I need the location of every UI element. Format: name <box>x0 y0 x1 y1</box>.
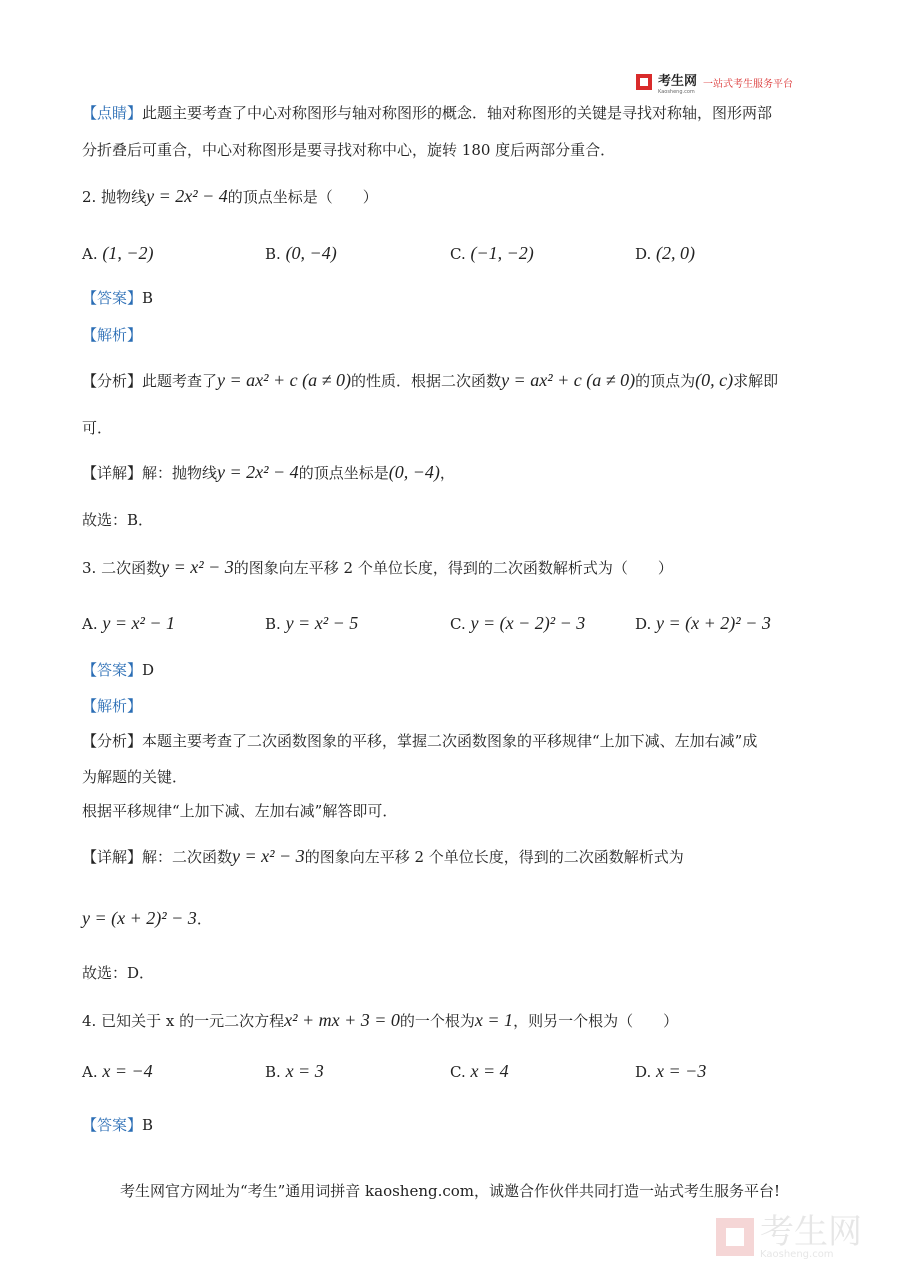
text-segment: B. <box>265 1063 286 1081</box>
text-segment: 求解即 <box>733 372 779 390</box>
text-line <box>450 243 534 264</box>
text-line <box>82 288 153 308</box>
math-expression: x = 4 <box>470 1061 509 1081</box>
text-segment: 的顶点坐标是（ ） <box>227 188 378 206</box>
text-segment: A. <box>82 245 103 263</box>
logo-text <box>658 70 697 95</box>
text-line <box>635 1061 706 1082</box>
math-expression: y = ax² + c (a ≠ 0) <box>501 370 636 390</box>
math-expression: y = (x − 2)² − 3 <box>470 613 586 633</box>
math-expression: x = −3 <box>656 1061 707 1081</box>
text-line <box>265 1061 324 1082</box>
text-segment: 故选：D． <box>82 964 155 982</box>
text-line <box>82 510 153 530</box>
text-segment: 【分析】本题主要考查了二次函数图象的平移，掌握二次函数图象的平移规律“上加下减、左加右减”成 <box>82 732 758 750</box>
text-segment: 的性质．根据二次函数 <box>351 372 502 390</box>
text-line <box>635 243 695 264</box>
math-expression: x = −4 <box>102 1061 153 1081</box>
math-expression: y = ax² + c (a ≠ 0) <box>217 370 352 390</box>
math-expression: (−1, −2) <box>470 243 534 263</box>
text-line <box>82 660 154 680</box>
math-expression: y = (x + 2)² − 3 <box>656 613 771 633</box>
text-segment: 为解题的关键． <box>82 768 188 786</box>
text-line <box>82 462 455 483</box>
text-segment: 3. 二次函数 <box>82 559 162 577</box>
text-segment: 2. 抛物线 <box>82 188 147 206</box>
text-line <box>450 613 585 634</box>
math-expression: x = 1 <box>474 1010 514 1030</box>
text-segment: C. <box>450 1063 471 1081</box>
text-segment: 的顶点为 <box>635 372 696 390</box>
text-segment: 的一个根为 <box>399 1012 475 1030</box>
text-line <box>82 801 397 821</box>
math-expression: y = x² − 5 <box>285 613 359 633</box>
text-line <box>82 846 684 867</box>
header-slogan: 一站式考生服务平台 <box>703 78 794 90</box>
text-line <box>82 908 212 929</box>
text-segment: B <box>142 1116 154 1134</box>
text-line <box>82 557 673 578</box>
logo-domain: Kaosheng.com <box>658 88 695 95</box>
section-tag: 【答案】 <box>82 289 143 307</box>
kaosheng-logo-icon <box>636 74 652 90</box>
text-line <box>82 140 615 160</box>
math-expression: y = x² − 3 <box>232 846 305 866</box>
text-line <box>450 1061 509 1082</box>
text-segment: D. <box>635 245 657 263</box>
text-segment: 的顶点坐标是 <box>298 464 389 482</box>
text-line <box>82 963 154 983</box>
math-expression: (0, c) <box>695 370 734 390</box>
section-tag: 【解析】 <box>82 697 143 715</box>
text-segment: 【分析】此题考查了 <box>82 372 218 390</box>
watermark-text <box>760 1214 862 1260</box>
text-segment: 4. 已知关于 x 的一元二次方程 <box>82 1012 285 1030</box>
text-segment: B <box>142 289 154 307</box>
text-segment: 【详解】解：二次函数 <box>82 848 233 866</box>
math-expression: (0, −4) <box>285 243 337 263</box>
text-line <box>82 731 757 751</box>
text-line <box>82 696 142 716</box>
text-segment: D. <box>635 615 657 633</box>
page-footer: 考生网官方网址为“考生”通用词拼音 kaosheng.com，诚邀合作伙伴共同打造一站式考生服务平台! <box>119 1182 781 1200</box>
text-line <box>82 1061 153 1082</box>
text-segment: 可． <box>82 419 113 437</box>
watermark-logo-icon <box>716 1218 754 1256</box>
section-tag: 【点睛】 <box>82 104 143 122</box>
text-line <box>635 613 771 634</box>
text-line <box>82 418 112 438</box>
text-line <box>82 325 142 345</box>
logo-name: 考生网 <box>658 73 698 89</box>
text-line <box>82 186 378 207</box>
text-segment: 故选：B． <box>82 511 154 529</box>
header-logo <box>636 72 794 95</box>
text-segment: D <box>142 661 155 679</box>
text-line <box>82 1010 678 1031</box>
text-line <box>82 613 175 634</box>
text-segment: B. <box>265 245 286 263</box>
section-tag: 【答案】 <box>82 1116 143 1134</box>
text-segment: A. <box>82 1063 103 1081</box>
math-expression: x = 3 <box>285 1061 324 1081</box>
text-line <box>265 243 337 264</box>
text-line <box>82 103 772 123</box>
text-line <box>265 613 358 634</box>
text-segment: ，则另一个根为（ ） <box>513 1012 679 1030</box>
section-tag: 【答案】 <box>82 661 143 679</box>
text-segment: ， <box>439 464 455 482</box>
text-segment: A. <box>82 615 103 633</box>
math-expression: (1, −2) <box>102 243 154 263</box>
math-expression: y = (x + 2)² − 3 <box>82 908 197 928</box>
section-tag: 【解析】 <box>82 326 143 344</box>
text-segment: 【详解】解：抛物线 <box>82 464 218 482</box>
text-line <box>82 767 187 787</box>
text-line <box>82 1115 153 1135</box>
math-expression: x² + mx + 3 = 0 <box>284 1010 400 1030</box>
text-segment: D. <box>635 1063 657 1081</box>
text-segment: 根据平移规律“上加下减、左加右减”解答即可． <box>82 802 398 820</box>
math-expression: y = 2x² − 4 <box>146 186 228 206</box>
text-segment: 分折叠后可重合，中心对称图形是要寻找对称中心，旋转 180 度后两部分重合． <box>82 141 616 159</box>
math-expression: y = x² − 1 <box>102 613 176 633</box>
text-segment: ． <box>196 910 212 928</box>
text-line <box>82 370 778 391</box>
text-segment: C. <box>450 245 471 263</box>
text-segment: B. <box>265 615 286 633</box>
text-segment: 的图象向左平移 2 个单位长度，得到的二次函数解析式为（ ） <box>233 559 673 577</box>
text-segment: C. <box>450 615 471 633</box>
math-expression: (0, −4) <box>388 462 440 482</box>
text-segment: 的图象向左平移 2 个单位长度，得到的二次函数解析式为 <box>304 848 684 866</box>
watermark <box>716 1214 862 1260</box>
watermark-name: 考生网 <box>760 1212 862 1252</box>
text-line <box>82 243 154 264</box>
math-expression: y = x² − 3 <box>161 557 234 577</box>
watermark-domain: Kaosheng.com <box>760 1249 834 1260</box>
math-expression: (2, 0) <box>656 243 696 263</box>
math-expression: y = 2x² − 4 <box>217 462 299 482</box>
text-segment: 此题主要考查了中心对称图形与轴对称图形的概念．轴对称图形的关键是寻找对称轴，图形两部 <box>142 104 773 122</box>
